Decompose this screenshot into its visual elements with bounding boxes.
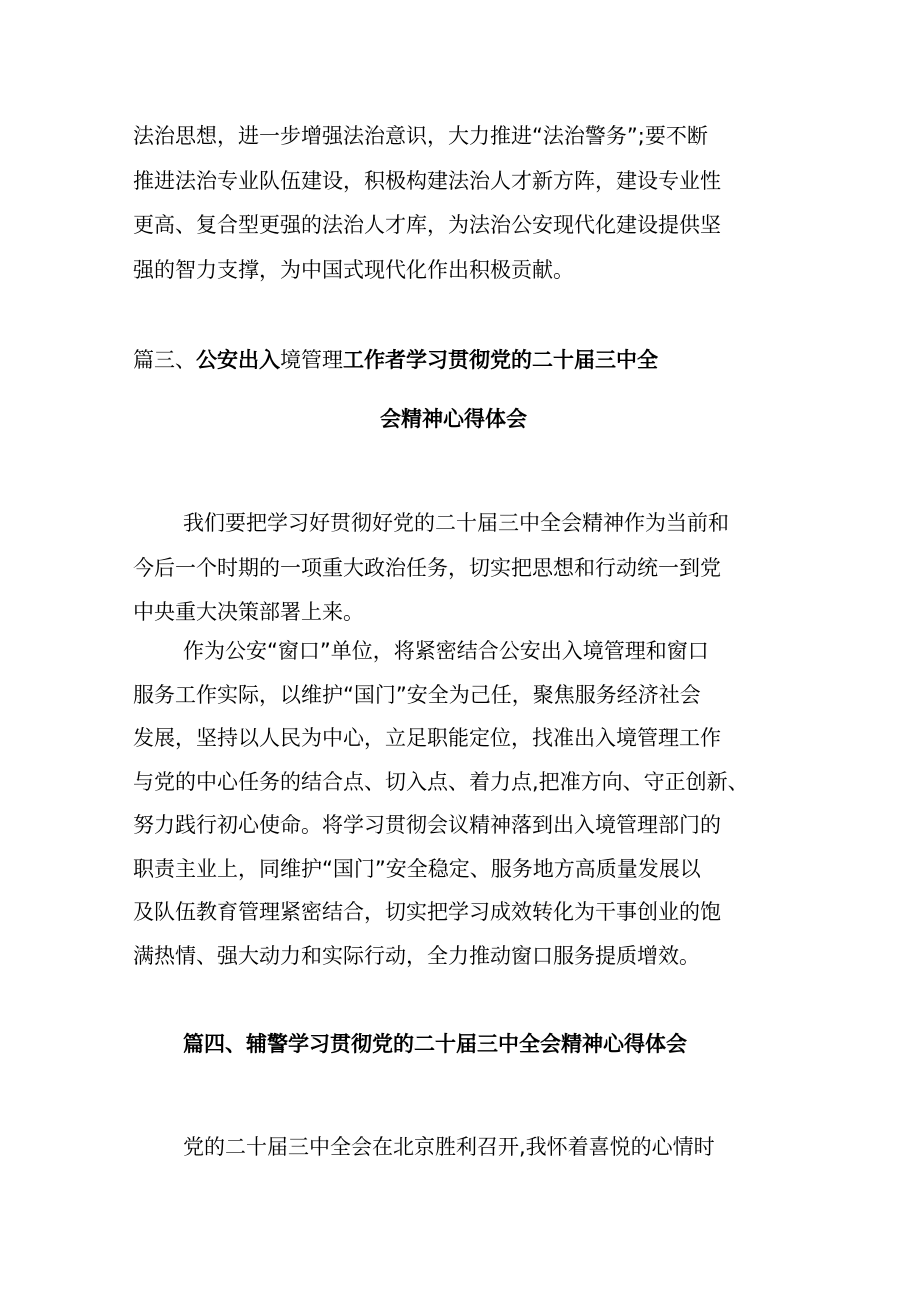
section-3-title-prefix: 篇三、: [133, 348, 196, 372]
body-text-line: 法治思想，进一步增强法治意识，大力推进“法治警务”;要不断: [133, 124, 708, 148]
body-text-line: 发展，坚持以人民为中心，立足职能定位，找准出入境管理工作: [133, 726, 721, 750]
body-text-line: 职责主业上，同维护“国门”安全稳定、服务地方高质量发展以: [133, 857, 701, 881]
body-text-line: 服务工作实际，以维护“国门”安全为己任，聚焦服务经济社会: [133, 683, 701, 707]
body-text-line: 满热情、强大动力和实际行动，全力推动窗口服务提质增效。: [133, 944, 700, 968]
body-text-line: 更高、复合型更强的法治人才库，为法治公安现代化建设提供坚: [133, 213, 721, 237]
section-3-title-part3: 工作者学习贯彻党的二十届三中全: [343, 348, 658, 372]
body-text-line: 推进法治专业队伍建设，积极构建法治人才新方阵，建设专业性: [133, 169, 721, 193]
section-3-title-part2: 境管理: [280, 348, 343, 372]
body-text-line: 与党的中心任务的结合点、切入点、着力点,把准方向、守正创新、: [133, 770, 749, 794]
paragraph-first-line: 我们要把学习好贯彻好党的二十届三中全会精神作为当前和: [183, 511, 729, 535]
paragraph-first-line: 党的二十届三中全会在北京胜利召开,我怀着喜悦的心情时: [183, 1135, 715, 1159]
section-3-title-line2: 会精神心得体会: [380, 407, 527, 431]
body-text-line: 强的智力支撑，为中国式现代化作出积极贡献。: [133, 258, 574, 282]
paragraph-first-line: 作为公安“窗口”单位，将紧密结合公安出入境管理和窗口: [183, 639, 709, 663]
section-3-title: [133, 345, 658, 375]
body-text-line: 及队伍教育管理紧密结合，切实把学习成效转化为干事创业的饱: [133, 900, 721, 924]
section-4-title: 篇四、辅警学习贯彻党的二十届三中全会精神心得体会: [183, 1032, 687, 1056]
body-text-line: 努力践行初心使命。将学习贯彻会议精神落到出入境管理部门的: [133, 813, 721, 837]
body-text-line: 今后一个时期的一项重大政治任务，切实把思想和行动统一到党: [133, 556, 721, 580]
body-text-line: 中央重大决策部署上来。: [133, 600, 364, 624]
section-3-title-part1: 公安出入: [196, 348, 280, 372]
